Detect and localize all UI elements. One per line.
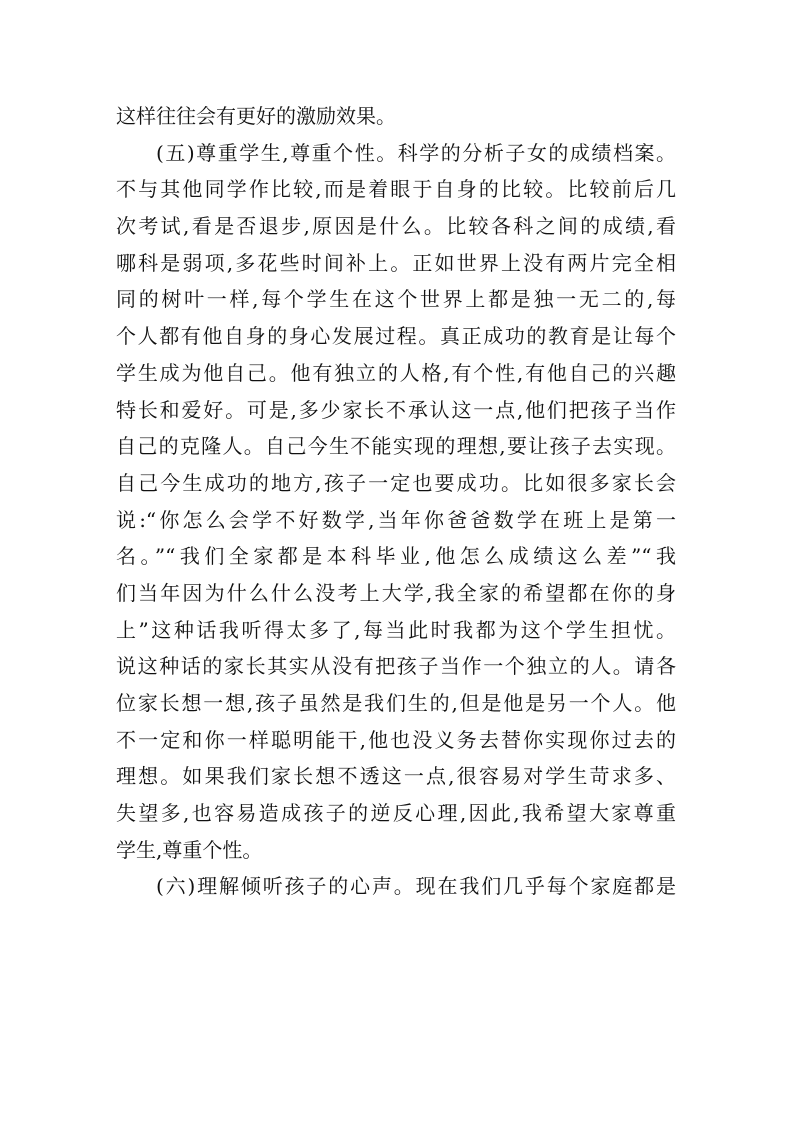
text-line: 上”这种话我听得太多了,每当此时我都为这个学生担忧。 [116,617,676,642]
body-text [116,98,676,905]
text-line: 同的树叶一样,每个学生在这个世界上都是独一无二的,每 [116,287,676,312]
text-line: 位家长想一想,孩子虽然是我们生的,但是他是另一个人。他 [116,691,676,715]
text-line: 说:“你怎么会学不好数学,当年你爸爸数学在班上是第一 [116,507,676,532]
text-line: 特长和爱好。可是,多少家长不承认这一点,他们把孩子当作 [116,397,676,422]
text-line: 失望多,也容易造成孩子的逆反心理,因此,我希望大家尊重 [116,801,676,826]
text-line: 自己的克隆人。自己今生不能实现的理想,要让孩子去实现。 [116,434,676,459]
text-line: 这样往往会有更好的激励效果。 [116,104,396,128]
text-line: 不与其他同学作比较,而是着眼于自身的比较。比较前后几 [116,177,676,202]
text-line: 学生,尊重个性。 [116,837,263,862]
text-line: 学生成为他自己。他有独立的人格,有个性,有他自己的兴趣 [116,360,676,385]
text-line: 哪科是弱项,多花些时间补上。正如世界上没有两片完全相 [116,250,676,275]
text-line: 次考试,看是否退步,原因是什么。比较各科之间的成绩,看 [116,214,676,239]
text-line: 不一定和你一样聪明能干,他也没义务去替你实现你过去的 [116,727,676,752]
text-line: 名。”“我们全家都是本科毕业,他怎么成绩这么差”“我 [116,544,676,569]
paragraph-heading-line: (五)尊重学生,尊重个性。科学的分析子女的成绩档案。 [156,140,676,165]
text-line: 理想。如果我们家长想不透这一点,很容易对学生苛求多、 [116,764,676,789]
text-line: 们当年因为什么什么没考上大学,我全家的希望都在你的身 [116,580,676,605]
paragraph-heading-line: (六)理解倾听孩子的心声。现在我们几乎每个家庭都是 [156,874,676,899]
text-line: 自己今生成功的地方,孩子一定也要成功。比如很多家长会 [116,470,676,495]
text-line: 个人都有他自身的身心发展过程。真正成功的教育是让每个 [116,324,676,349]
text-line: 说这种话的家长其实从没有把孩子当作一个独立的人。请各 [116,654,676,679]
